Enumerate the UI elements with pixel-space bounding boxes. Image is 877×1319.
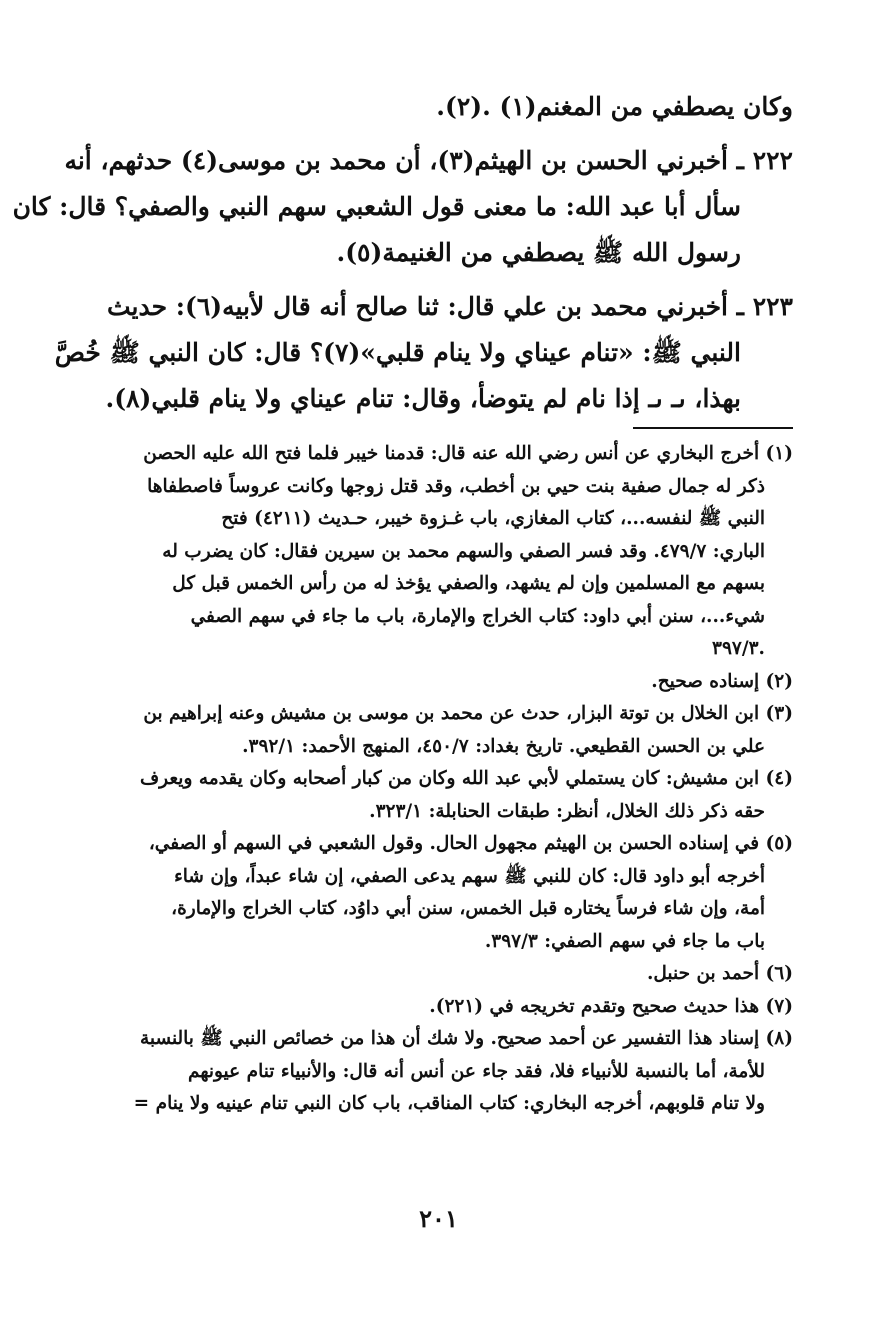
footnote-line: (٦) أحمد بن حنبل. [646, 963, 793, 984]
main-line: سأل أبا عبد الله: ما معنى قول الشعبي سهم النبي والصفي؟ قال: كان [12, 192, 741, 221]
hadith-222-line: ٢٢٢ ـ أخبرني الحسن بن الهيثم(٣)، أن محمد بن موسى(٤) حدثهم، أنه [64, 146, 793, 175]
footnote-line: شيء...، سنن أبي داود: كتاب الخراج والإمارة، باب ما جاء في سهم الصفي [190, 605, 765, 627]
footnote-line: النبي ﷺ لنفسه...، كتاب المغازي، باب غـزوة خيبر، حـديث (٤٢١١) فتح [221, 508, 765, 529]
footnote-line: (٥) في إسناده الحسن بن الهيثم مجهول الحال. وقول الشعبي في السهم أو الصفي، [148, 833, 793, 854]
footnote-line: أخرجه أبو داود قال: كان للنبي ﷺ سهم يدعى الصفي، إن شاء عبداً، وإن شاء [174, 865, 765, 887]
footnote-line: بسهم مع المسلمين وإن لم يشهد، والصفي يؤخذ له من رأس الخمس قبل كل [172, 573, 765, 594]
footnote-line: علي بن الحسن القطيعي. تاريخ بغداد: ٤٥٠/٧، المنهج الأحمد: ٣٩٢/١. [242, 735, 765, 757]
main-line: بهذا، ىـ ىـ إذا نام لم يتوضأ، وقال: تنام عيناي ولا ينام قلبي(٨). [105, 384, 741, 413]
footnote-line: (٤) ابن مشيش: كان يستملي لأبي عبد الله وكان من كبار أصحابه وكان يقدمه ويعرف [140, 768, 793, 789]
footnote-line: (٣) ابن الخلال بن توتة البزار، حدث عن محمد بن موسى بن مشيش وعنه إبراهيم بن [143, 703, 793, 724]
footnote-divider [633, 427, 793, 429]
main-line: النبي ﷺ: «تنام عيناي ولا ينام قلبي»(٧)؟ قال: كان النبي ﷺ خُصَّ [54, 338, 741, 367]
footnote-line: .٣٩٧/٣ [712, 638, 765, 659]
page-number: ٢٠١ [419, 1204, 458, 1233]
footnote-line: حقه ذكر ذلك الخلال، أنظر: طبقات الحنابلة: ٣٢٣/١. [369, 800, 765, 822]
footnote-line: (١) أخرج البخاري عن أنس رضي الله عنه قال: قدمنا خيبر فلما فتح الله عليه الحصن [143, 443, 793, 464]
footnotes [93, 438, 793, 1121]
footnote-line: للأمة، أما بالنسبة للأنبياء فلا، فقد جاء عن أنس أنه قال: والأنبياء تنام عيونهم [188, 1060, 765, 1082]
footnote-line: (٨) إسناد هذا التفسير عن أحمد صحيح. ولا شك أن هذا من خصائص النبي ﷺ بالنسبة [139, 1028, 793, 1049]
main-line: رسول الله ﷺ يصطفي من الغنيمة(٥). [336, 238, 741, 267]
main-line: وكان يصطفي من المغنم(١) .(٢). [436, 92, 793, 121]
footnote-line: الباري: ٤٧٩/٧. وقد فسر الصفي والسهم محمد بن سيرين فقال: كان يضرب له [162, 540, 765, 562]
main-text [12, 84, 793, 422]
footnote-line: ذكر له جمال صفية بنت حيي بن أخطب، وقد قتل زوجها وكانت عروساً فاصطفاها [147, 475, 765, 497]
footnote-line: باب ما جاء في سهم الصفي: ٣٩٧/٣. [484, 930, 765, 952]
footnote-line: (٢) إسناده صحيح. [651, 670, 793, 692]
hadith-223-line: ٢٢٣ ـ أخبرني محمد بن علي قال: ثنا صالح أنه قال لأبيه(٦): حديث [106, 292, 793, 321]
footnote-line: أمة، وإن شاء فرساً يختاره قبل الخمس، سنن أبي داوُد، كتاب الخراج والإمارة، [171, 898, 765, 919]
footnote-line: (٧) هذا حديث صحيح وتقدم تخريجه في (٢٢١). [429, 995, 793, 1017]
footnote-line: ولا تنام قلوبهم، أخرجه البخاري: كتاب المناقب، باب كان النبي تنام عينيه ولا ينام = [133, 1093, 765, 1114]
